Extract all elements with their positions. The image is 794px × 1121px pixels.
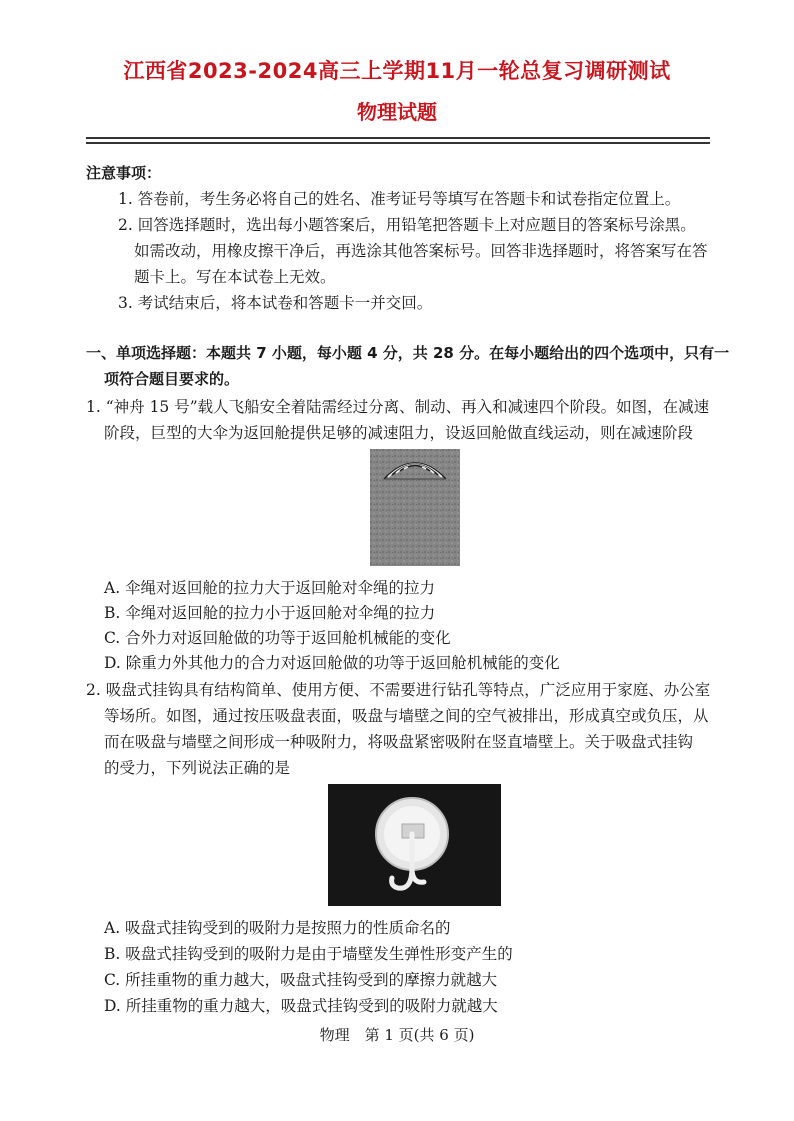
notice-item-2-cont-2: 题卡上。写在本试卷上无效。: [134, 268, 336, 286]
exam-subtitle: 物理试题: [357, 100, 437, 124]
q2-stem-line-4: 的受力，下列说法正确的是: [104, 759, 291, 777]
q1-stem-line-2: 阶段，巨型的大伞为返回舱提供足够的减速阻力，设返回舱做直线运动，则在减速阶段: [104, 424, 694, 442]
q2-stem-line-2: 等场所。如图，通过按压吸盘表面，吸盘与墙壁之间的空气被排出，形成真空或负压，从: [104, 707, 709, 725]
notice-item-3: 3. 考试结束后，将本试卷和答题卡一并交回。: [118, 294, 433, 312]
q2-option-b: B. 吸盘式挂钩受到的吸附力是由于墙壁发生弹性形变产生的: [104, 945, 513, 963]
notice-heading: 注意事项：: [86, 164, 162, 182]
q1-option-b: B. 伞绳对返回舱的拉力小于返回舱对伞绳的拉力: [104, 604, 436, 622]
q2-stem-line-1: 2. 吸盘式挂钩具有结构简单、使用方便、不需要进行钻孔等特点，广泛应用于家庭、办公室: [86, 681, 711, 699]
q1-stem-line-1: 1. “神舟 15 号”载人飞船安全着陆需经过分离、制动、再入和减速四个阶段。如图，在减速: [86, 398, 710, 416]
q2-stem-line-3: 而在吸盘与墙壁之间形成一种吸附力，将吸盘紧密吸附在竖直墙壁上。关于吸盘式挂钩: [104, 733, 694, 751]
section-1-heading-cont: 项符合题目要求的。: [104, 370, 240, 388]
page-footer: 物理 第 1 页(共 6 页): [319, 1026, 475, 1044]
q2-option-d: D. 所挂重物的重力越大，吸盘式挂钩受到的吸附力就越大: [104, 997, 498, 1015]
header-rule-bottom: [86, 142, 710, 144]
notice-item-2-cont-1: 如需改动，用橡皮擦干净后，再选涂其他答案标号。回答非选择题时，将答案写在答: [134, 242, 708, 260]
q2-suction-hook-photo: [328, 784, 501, 906]
exam-title: 江西省2023-2024高三上学期11月一轮总复习调研测试: [123, 59, 671, 83]
section-1-heading: 一、单项选择题：本题共 7 小题，每小题 4 分，共 28 分。在每小题给出的四个选项中，只有一: [86, 344, 730, 362]
q1-option-a: A. 伞绳对返回舱的拉力大于返回舱对伞绳的拉力: [104, 579, 436, 597]
q1-parachute-photo: [370, 449, 460, 566]
notice-item-2: 2. 回答选择题时，选出每小题答案后，用铅笔把答题卡上对应题目的答案标号涂黑。: [118, 216, 696, 234]
header-rule-top: [86, 137, 710, 139]
q1-option-c: C. 合外力对返回舱做的功等于返回舱机械能的变化: [104, 629, 451, 647]
q2-option-c: C. 所挂重物的重力越大，吸盘式挂钩受到的摩擦力就越大: [104, 971, 498, 989]
q1-option-d: D. 除重力外其他力的合力对返回舱做的功等于返回舱机械能的变化: [104, 654, 560, 672]
q2-option-a: A. 吸盘式挂钩受到的吸附力是按照力的性质命名的: [104, 919, 451, 937]
notice-item-1: 1. 答卷前，考生务必将自己的姓名、准考证号等填写在答题卡和试卷指定位置上。: [118, 190, 681, 208]
